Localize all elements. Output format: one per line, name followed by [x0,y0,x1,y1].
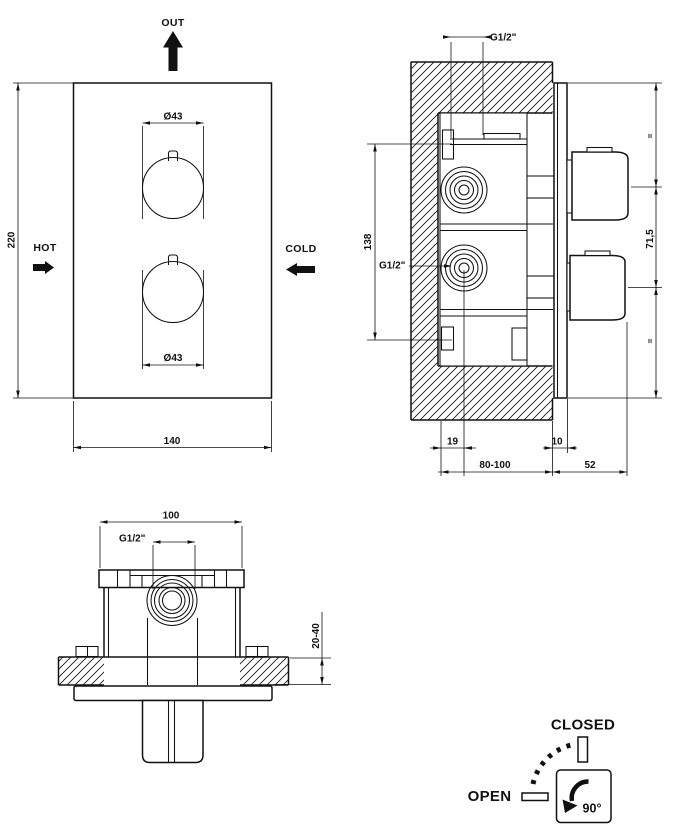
knob-top-notch [587,148,612,153]
dim-plate-thickness-value: 10 [551,436,563,448]
dim-handle-top-diameter-value: Ø43 [163,111,183,123]
dim-plate-height-value: 220 [6,231,18,249]
dim-handle-spacing-value: 71,5 [645,229,656,249]
closed-label: CLOSED [550,716,616,734]
dim-plate-width-value: 140 [163,436,181,447]
hot-label: HOT [33,242,57,254]
cartridge-stem-bottom [527,276,554,298]
dim-handle-bottom-diameter-value: Ø43 [163,353,183,364]
open-label: OPEN [467,788,512,805]
open-position-marker [522,793,548,801]
dim-port-thread-value: G1/2" [119,533,146,545]
cold-label: COLD [285,243,317,255]
dim-body-width-value: 100 [162,510,180,522]
rotation-angle-label: 90° [582,801,602,816]
dim-handle-protrusion-value: 52 [584,460,596,471]
handle-bottom-profile [143,701,204,763]
dim-inlet-span-value: 138 [363,233,374,251]
dim-outlet-thread-value: G1/2" [490,32,517,44]
knob-bottom-side [567,251,625,320]
dim-equal-top: = [645,133,655,139]
dim-equal-bottom: = [645,338,655,344]
dim-rough-in-depth-value: 80-100 [479,460,511,471]
cartridge-stem-top [527,176,554,198]
knob-bottom-notch [585,251,610,256]
dim-wall-thickness-value: 20-40 [311,623,322,649]
dim-outlet-offset-value: 19 [446,436,459,448]
closed-position-marker [578,737,588,762]
leader-inlet-thread-value: G1/2" [379,260,406,272]
knob-top-side [567,148,628,221]
trim-plate-side [554,83,567,398]
trim-plate-bottom [74,686,272,701]
trim-plate-front [74,83,272,398]
out-label: OUT [161,17,185,29]
